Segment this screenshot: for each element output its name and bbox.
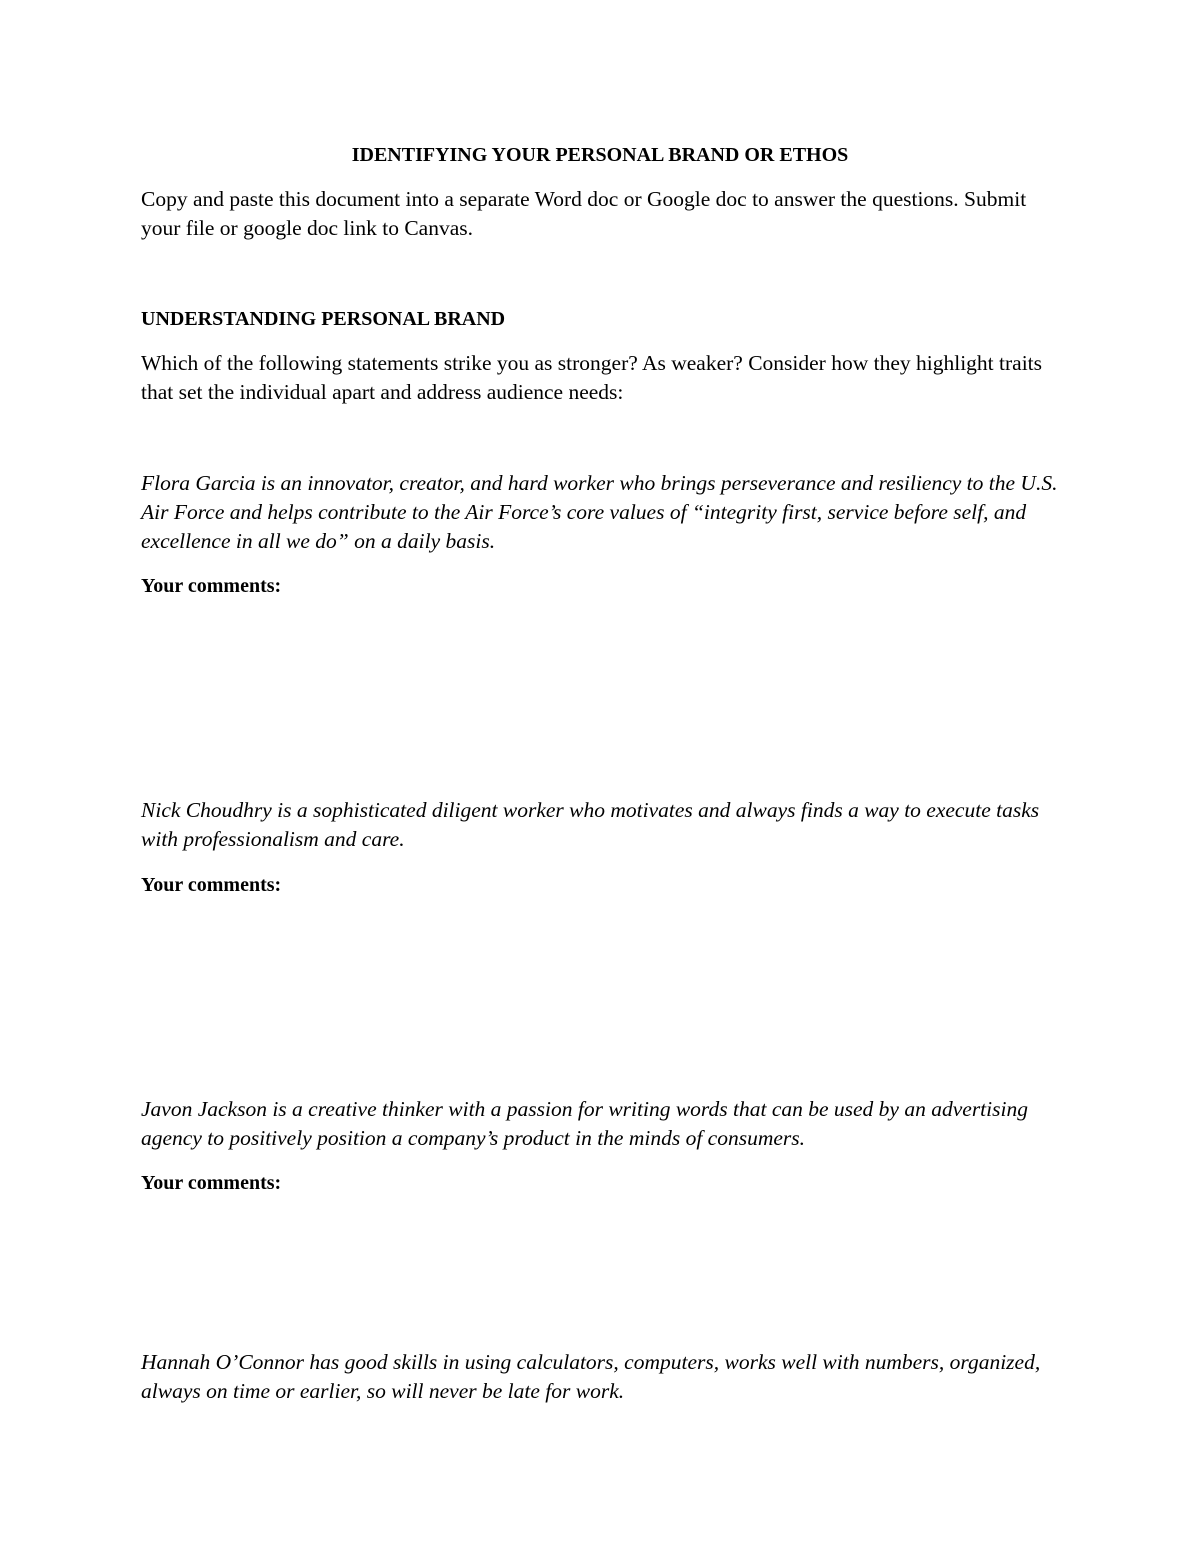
document-title: IDENTIFYING YOUR PERSONAL BRAND OR ETHOS (351, 144, 849, 166)
statement-hannah-oconnor: Hannah O’Connor has good skills in using calculators, computers, works well with numbers, organized, always on time or earlier, so will never be late for work. (141, 1350, 1041, 1403)
comments-label-3: Your comments: (141, 1172, 282, 1194)
comments-label-1: Your comments: (141, 575, 282, 597)
statement-nick-choudhry: Nick Choudhry is a sophisticated diligent worker who motivates and always finds a way to execute tasks with professionalism and care. (141, 798, 1040, 851)
statement-javon-jackson: Javon Jackson is a creative thinker with a passion for writing words that can be used by an advertising agency to positively position a company’s product in the minds of consumers. (141, 1097, 1028, 1150)
statement-flora-garcia: Flora Garcia is an innovator, creator, and hard worker who brings perseverance and resiliency to the U.S. Air Force and helps contribute to the Air Force’s core values of “integrity first, service before self, and excellence in all we do” on a daily basis. (141, 471, 1058, 553)
instructions-paragraph: Copy and paste this document into a separate Word doc or Google doc to answer the questions. Submit your file or google doc link to Canvas. (141, 187, 1027, 240)
section-heading: UNDERSTANDING PERSONAL BRAND (141, 308, 506, 330)
prompt-paragraph: Which of the following statements strike you as stronger? As weaker? Consider how they highlight traits that set the individual apart and address audience needs: (141, 351, 1043, 404)
comments-label-2: Your comments: (141, 874, 282, 896)
